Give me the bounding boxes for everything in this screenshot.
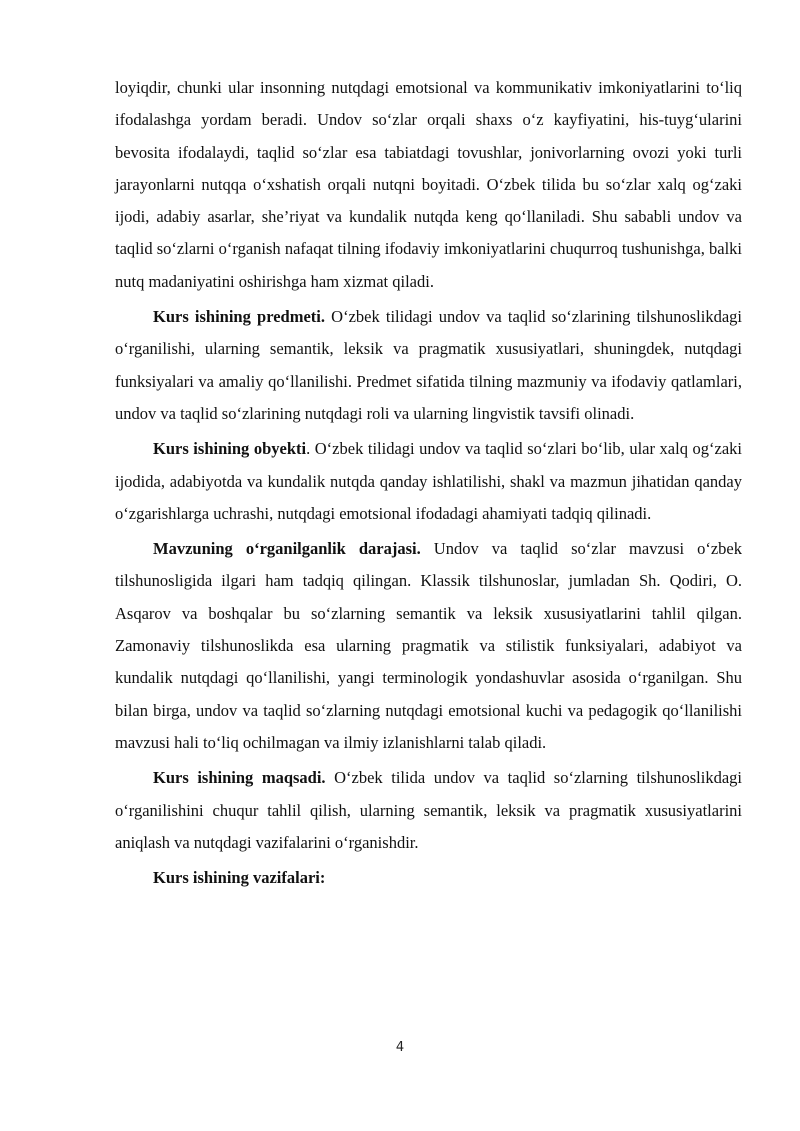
paragraph-maqsadi [115, 762, 742, 859]
paragraph-intro [115, 72, 742, 298]
paragraph-predmet [115, 301, 742, 430]
paragraph-heading: Kurs ishining obyekti [153, 439, 307, 459]
paragraph-text: loyiqdir, chunki ular insonning nutqdagi emotsional va kommunikativ imkoniyatlarini to‘liq ifodalashga yordam beradi. Undov so‘zlar orqali shaxs o‘z kayfiyatini, his-tuyg‘ularini bevosita ifodalaydi, taqlid so‘zlar esa tabiatdagi tovushlar, jonivorlarning ovozi yoki turli jarayonlarni nutqqa o‘xshatish orqali nutqni boyitadi. O‘zbek tilida bu so‘zlar xalq og‘zaki ijodi, adabiy asarlar, she’riyat va kundalik nutqda keng qo‘llaniladi. Shu sababli undov va taqlid so‘zlarni o‘rganish nafaqat tilning ifodaviy imkoniyatlarini chuqurroq tushunishga, balki nutq madaniyatini oshirishga ham xizmat qiladi. [115, 78, 742, 291]
paragraph-heading: Mavzuning o‘rganilganlik darajasi. [153, 539, 421, 559]
paragraph-vazifalari [115, 862, 742, 894]
paragraph-text: . O‘zbek tilidagi undov va taqlid so‘zlari bo‘lib, ular xalq og‘zaki ijodida, adabiyotda va kundalik nutqda qanday ishlatilishi, shakl va mazmun jihatidan qanday o‘zgarishlarga uchrashi, nutqdagi emotsional ifodadagi ahamiyati tadqiq qilinadi. [115, 439, 742, 523]
paragraph-obyekti [115, 433, 742, 530]
paragraph-text: O‘zbek tilidagi undov va taqlid so‘zlarining tilshunoslikdagi o‘rganilishi, ularning semantik, leksik va pragmatik xususiyatlari, shuningdek, nutqdagi funksiyalari va amaliy qo‘llanilishi. Predmet sifatida tilning mazmuniy va ifodaviy qatlamlari, undov va taqlid so‘zlarining nutqdagi roli va ularning lingvistik tavsifi olinadi. [115, 307, 743, 423]
paragraph-heading: Kurs ishining maqsadi. [153, 768, 326, 788]
paragraph-text: Undov va taqlid so‘zlar mavzusi o‘zbek tilshunosligida ilgari ham tadqiq qilingan. Klassik tilshunoslar, jumladan Sh. Qodiri, O. Asqarov va boshqalar bu so‘zlarning semantik va leksik xususiyatlarini tahlil qilgan. Zamonaviy tilshunoslikda esa ularning pragmatik va stilistik funksiyalari, adabiyot va kundalik nutqdagi qo‘llanilishi, yangi terminologik yondashuvlar asosida o‘rganilgan. Shu bilan birga, undov va taqlid so‘zlarning nutqdagi emotsional kuchi va pedagogik qo‘llanilishi mavzusi hali to‘liq ochilmagan va ilmiy izlanishlarni talab qiladi. [115, 539, 742, 752]
paragraph-heading: Kurs ishining predmeti. [153, 307, 325, 327]
paragraph-organilganlik [115, 533, 742, 759]
paragraph-heading: Kurs ishining vazifalari: [153, 868, 326, 888]
page-number: 4 [395, 1040, 405, 1055]
paragraph-text: O‘zbek tilida undov va taqlid so‘zlarning tilshunoslikdagi o‘rganilishini chuqur tahlil qilish, ularning semantik, leksik va pragmatik xususiyatlarini aniqlash va nutqdagi vazifalarini o‘rganishdir. [115, 768, 743, 852]
document-page [115, 72, 742, 897]
